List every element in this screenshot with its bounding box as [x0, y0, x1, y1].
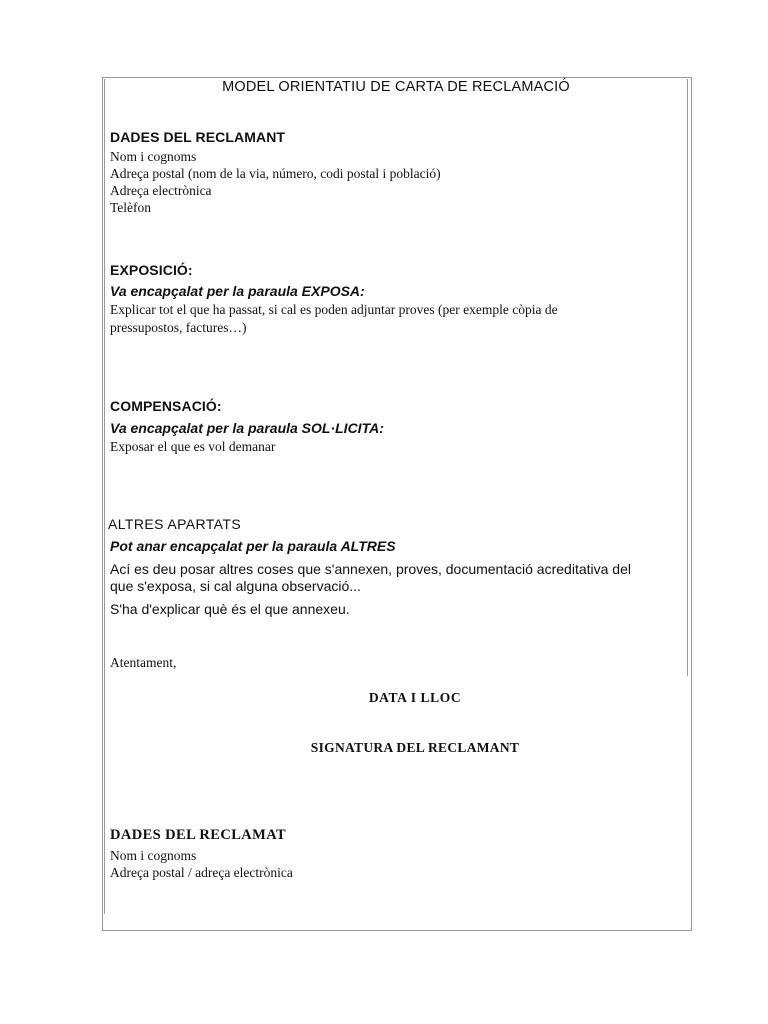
document-title: MODEL ORIENTATIU DE CARTA DE RECLAMACIÓ: [222, 79, 570, 95]
reclamant-line: Adreça electrònica: [110, 183, 212, 198]
reclamant-line: Nom i cognoms: [110, 149, 197, 164]
exposicio-heading: EXPOSICIÓ:: [110, 262, 193, 278]
compensacio-line: Exposar el que es vol demanar: [110, 439, 276, 454]
exposicio-line: pressupostos, factures…): [110, 320, 247, 335]
reclamat-heading: DADES DEL RECLAMAT: [110, 827, 287, 843]
reclamant-line: Adreça postal (nom de la via, número, codi postal i població): [110, 166, 441, 181]
reclamat-line: Adreça postal / adreça electrònica: [110, 865, 293, 880]
altres-line: que s'exposa, si cal alguna observació...: [110, 578, 361, 594]
reclamat-line: Nom i cognoms: [110, 848, 197, 863]
frame-inner-right-rule: [687, 79, 688, 676]
altres-heading: ALTRES APARTATS: [108, 516, 242, 532]
altres-subheading: Pot anar encapçalat per la paraula ALTRES: [110, 538, 396, 554]
data-lloc-label: DATA I LLOC: [368, 690, 462, 705]
compensacio-heading: COMPENSACIÓ:: [110, 398, 222, 414]
reclamant-line: Telèfon: [110, 200, 152, 215]
exposicio-line: Explicar tot el que ha passat, si cal es poden adjuntar proves (per exemple còpia de: [110, 302, 558, 317]
altres-line: Ací es deu posar altres coses que s'annexen, proves, documentació acreditativa del: [110, 561, 631, 577]
frame-inner-left-rule: [104, 79, 105, 914]
closing-text: Atentament,: [110, 655, 177, 670]
signatura-label: SIGNATURA DEL RECLAMANT: [310, 740, 520, 755]
altres-line: S'ha d'explicar què és el que annexeu.: [110, 601, 350, 617]
exposicio-subheading: Va encapçalat per la paraula EXPOSA:: [110, 283, 365, 299]
compensacio-subheading: Va encapçalat per la paraula SOL·LICITA:: [110, 420, 384, 436]
reclamant-heading: DADES DEL RECLAMANT: [110, 129, 286, 145]
document-frame: [102, 77, 692, 931]
